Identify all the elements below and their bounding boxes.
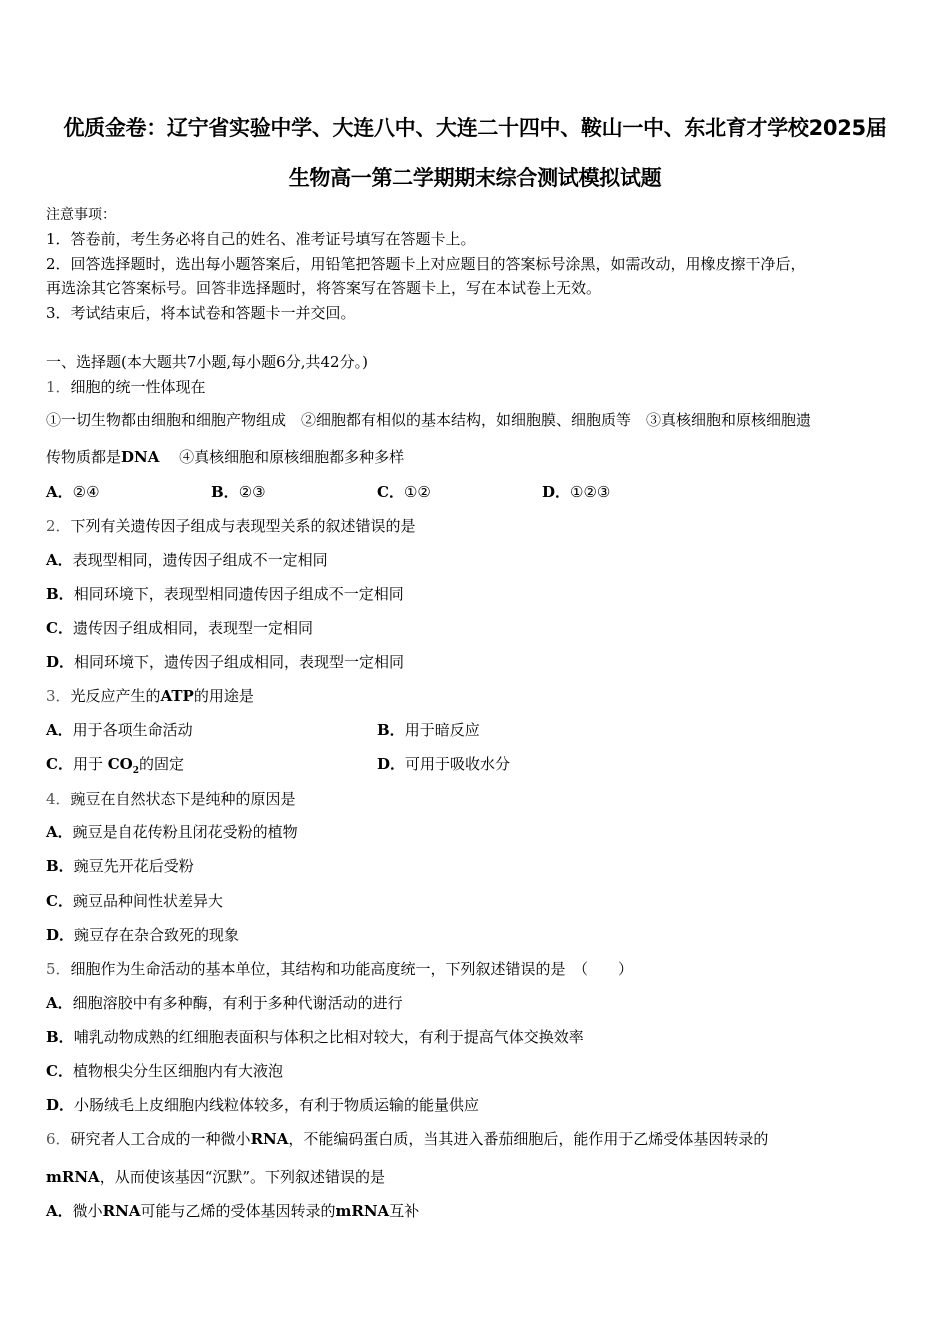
question-6-option-a: A．微小RNA可能与乙烯的受体基因转录的mRNA互补 (46, 1202, 420, 1220)
notice-item-2: 2．回答选择题时，选出每小题答案后，用铅笔把答题卡上对应题目的答案标号涂黑，如需改动，用橡皮擦干净后， (46, 255, 806, 273)
question-4-option-b: B．豌豆先开花后受粉 (46, 857, 194, 875)
question-3-option-c: C．用于 $CO_2$的固定 (46, 755, 185, 776)
question-5-stem: 5．细胞作为生命活动的基本单位，其结构和功能高度统一，下列叙述错误的是 （ ） (46, 960, 634, 978)
question-1-option-c: C．①② (377, 483, 431, 501)
question-2-option-a: A．表现型相同，遗传因子组成不一定相同 (46, 551, 328, 569)
question-5-option-b: B．哺乳动物成熟的红细胞表面积与体积之比相对较大，有利于提高气体交换效率 (46, 1028, 584, 1046)
exam-title-line1: 优质金卷：辽宁省实验中学、大连八中、大连二十四中、鞍山一中、东北育才学校2025届 (63, 116, 887, 140)
question-4-option-d: D．豌豆存在杂合致死的现象 (46, 926, 240, 944)
question-3-option-a: A．用于各项生命活动 (46, 721, 193, 739)
question-1-statements-cont: 传物质都是DNA ④真核细胞和原核细胞都多种多样 (46, 448, 405, 466)
question-6-stem-cont: mRNA，从而使该基因“沉默”。下列叙述错误的是 (46, 1168, 386, 1186)
question-4-option-a: A．豌豆是自花传粉且闭花受粉的植物 (46, 823, 298, 841)
question-5-option-d: D．小肠绒毛上皮细胞内线粒体较多，有利于物质运输的能量供应 (46, 1096, 480, 1114)
question-1-option-b: B．②③ (211, 483, 266, 501)
exam-title-line2: 生物高一第二学期期末综合测试模拟试题 (288, 166, 662, 190)
question-6-stem: 6．研究者人工合成的一种微小RNA，不能编码蛋白质，当其进入番茄细胞后，能作用于乙烯受体基因转录的 (46, 1130, 769, 1148)
notice-item-3: 3．考试结束后，将本试卷和答题卡一并交回。 (46, 304, 356, 322)
question-1-option-a: A．②④ (46, 483, 100, 501)
question-5-option-c: C．植物根尖分生区细胞内有大液泡 (46, 1062, 283, 1080)
question-5-option-a: A．细胞溶胶中有多种酶，有利于多种代谢活动的进行 (46, 994, 403, 1012)
notice-item-1: 1．答卷前，考生务必将自己的姓名、准考证号填写在答题卡上。 (46, 230, 476, 248)
notice-heading: 注意事项： (46, 207, 116, 223)
question-2-option-c: C．遗传因子组成相同，表现型一定相同 (46, 619, 313, 637)
question-4-option-c: C．豌豆品种间性状差异大 (46, 892, 223, 910)
question-2-option-d: D．相同环境下，遗传因子组成相同，表现型一定相同 (46, 653, 405, 671)
question-1-option-d: D．①②③ (542, 483, 611, 501)
question-1-statements: ①一切生物都由细胞和细胞产物组成 ②细胞都有相似的基本结构，如细胞膜、细胞质等 ③真核细胞和原核细胞遗 (46, 411, 812, 429)
question-number: 1． (46, 378, 71, 396)
question-3-option-d: D．可用于吸收水分 (377, 755, 511, 773)
section-heading: 一、选择题(本大题共7小题,每小题6分,共42分。) (46, 353, 368, 371)
notice-item-2-cont: 再选涂其它答案标号。回答非选择题时，将答案写在答题卡上，写在本试卷上无效。 (46, 279, 602, 297)
question-2-stem: 2．下列有关遗传因子组成与表现型关系的叙述错误的是 (46, 517, 416, 535)
question-4-stem: 4．豌豆在自然状态下是纯种的原因是 (46, 790, 296, 808)
question-3-stem: 3．光反应产生的ATP的用途是 (46, 687, 254, 705)
question-3-option-b: B．用于暗反应 (377, 721, 480, 739)
question-2-option-b: B．相同环境下，表现型相同遗传因子组成不一定相同 (46, 585, 404, 603)
question-1-stem: 1．细胞的统一性体现在 (46, 378, 206, 396)
